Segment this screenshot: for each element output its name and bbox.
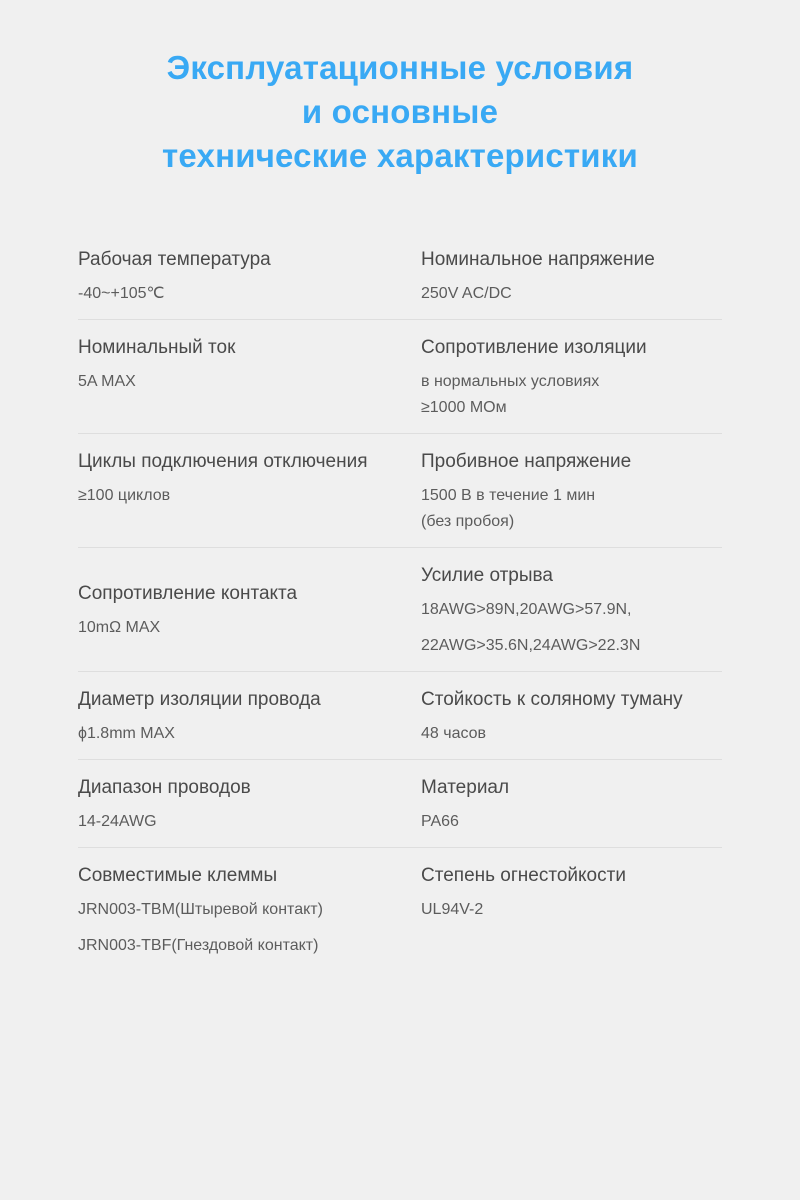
page-title-line-3: технические характеристики bbox=[162, 137, 638, 174]
spec-label: Диапазон проводов bbox=[78, 777, 251, 798]
table-row bbox=[78, 434, 722, 548]
spec-value-line: 48 часов bbox=[421, 725, 487, 742]
spec-cell-right bbox=[421, 562, 722, 659]
spec-value-line: JRN003-TBM(Штыревой контакт) bbox=[78, 901, 323, 918]
spec-cell-left bbox=[78, 562, 421, 659]
spec-cell-right bbox=[421, 862, 722, 959]
page-title bbox=[0, 0, 800, 178]
spec-value bbox=[78, 721, 407, 747]
specifications-table bbox=[78, 232, 722, 971]
table-row bbox=[78, 760, 722, 848]
spec-label: Рабочая температура bbox=[78, 249, 271, 270]
spec-value bbox=[421, 369, 722, 421]
spec-value-line: ϕ1.8mm MAX bbox=[78, 725, 175, 742]
spec-cell-right bbox=[421, 448, 722, 535]
spec-label: Номинальное напряжение bbox=[421, 249, 655, 270]
spec-cell-right bbox=[421, 774, 722, 835]
table-row bbox=[78, 548, 722, 672]
spec-value bbox=[78, 483, 407, 509]
spec-value bbox=[78, 281, 407, 307]
spec-value-line: 5A MAX bbox=[78, 373, 136, 390]
spec-value-line: в нормальных условиях bbox=[421, 373, 600, 390]
spec-value-line: ≥100 циклов bbox=[78, 487, 171, 504]
spec-label: Стойкость к соляному туману bbox=[421, 689, 683, 710]
spec-label: Циклы подключения отключения bbox=[78, 451, 368, 472]
spec-value bbox=[421, 721, 722, 747]
spec-value-line: 10mΩ MAX bbox=[78, 619, 161, 636]
spec-cell-left bbox=[78, 774, 421, 835]
table-row bbox=[78, 672, 722, 760]
spec-label: Пробивное напряжение bbox=[421, 451, 632, 472]
table-row bbox=[78, 232, 722, 320]
spec-label: Диаметр изоляции провода bbox=[78, 689, 321, 710]
table-row bbox=[78, 320, 722, 434]
spec-value-line: 1500 В в течение 1 мин bbox=[421, 487, 596, 504]
spec-value-line: 22AWG>35.6N,24AWG>22.3N bbox=[421, 637, 641, 654]
spec-value bbox=[78, 897, 407, 959]
spec-value bbox=[421, 597, 722, 659]
spec-value-line: UL94V-2 bbox=[421, 901, 484, 918]
spec-label: Совместимые клеммы bbox=[78, 865, 278, 886]
spec-value bbox=[421, 897, 722, 923]
page-title-line-2: и основные bbox=[301, 93, 499, 130]
spec-label: Номинальный ток bbox=[78, 337, 236, 358]
spec-value bbox=[78, 615, 407, 641]
spec-value bbox=[421, 809, 722, 835]
spec-value-line: 18AWG>89N,20AWG>57.9N, bbox=[421, 601, 632, 618]
spec-cell-left bbox=[78, 448, 421, 535]
spec-value bbox=[421, 281, 722, 307]
spec-label: Сопротивление контакта bbox=[78, 583, 298, 604]
spec-value-line: JRN003-TBF(Гнездовой контакт) bbox=[78, 937, 319, 954]
table-row bbox=[78, 848, 722, 971]
spec-cell-left bbox=[78, 862, 421, 959]
spec-cell-right bbox=[421, 686, 722, 747]
spec-cell-right bbox=[421, 246, 722, 307]
spec-label: Материал bbox=[421, 777, 510, 798]
spec-value-line: (без пробоя) bbox=[421, 513, 515, 530]
spec-cell-left bbox=[78, 334, 421, 421]
spec-cell-right bbox=[421, 334, 722, 421]
page-title-line-1: Эксплуатационные условия bbox=[166, 49, 634, 86]
spec-value bbox=[78, 369, 407, 395]
spec-label: Степень огнестойкости bbox=[421, 865, 626, 886]
spec-value-line: -40~+105℃ bbox=[78, 285, 165, 302]
spec-value bbox=[421, 483, 722, 535]
spec-value-line: 250V AC/DC bbox=[421, 285, 512, 302]
spec-value bbox=[78, 809, 407, 835]
spec-value-line: 14-24AWG bbox=[78, 813, 157, 830]
spec-value-line: PA66 bbox=[421, 813, 459, 830]
spec-label: Усилие отрыва bbox=[421, 565, 553, 586]
spec-label: Сопротивление изоляции bbox=[421, 337, 647, 358]
spec-cell-left bbox=[78, 246, 421, 307]
spec-cell-left bbox=[78, 686, 421, 747]
spec-value-line: ≥1000 МОм bbox=[421, 399, 507, 416]
